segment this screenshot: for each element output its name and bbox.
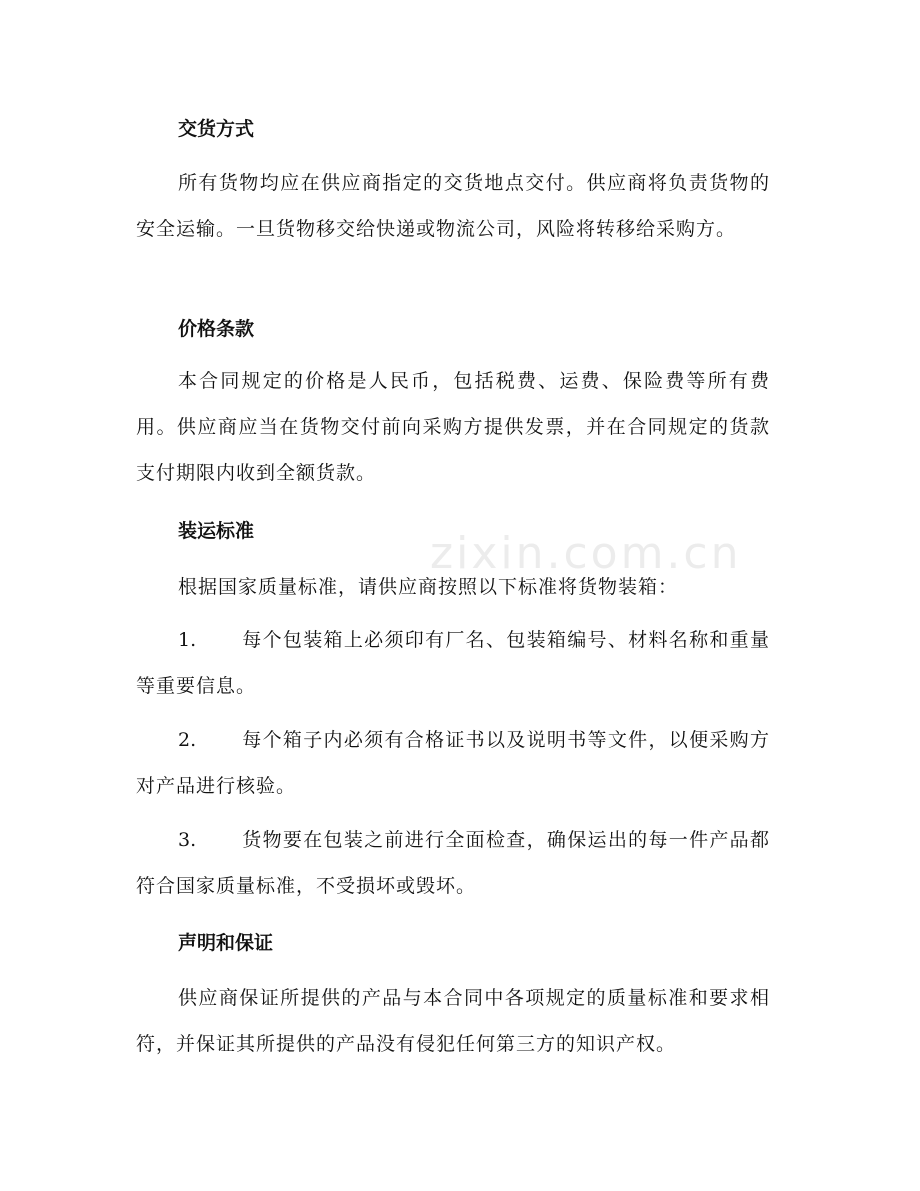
section-paragraph-price: 本合同规定的价格是人民币，包括税费、运费、保险费等所有费用。供应商应当在货物交付前向采购方提供发票，并在合同规定的货款支付期限内收到全额货款。 [136,370,770,484]
list-item [136,617,770,709]
section-heading-delivery: 交货方式 [178,118,255,140]
list-item-number: 2. [178,729,197,751]
watermark: zixin.com.cn [430,528,742,579]
section-paragraph-declaration: 供应商保证所提供的产品与本合同中各项规定的质量标准和要求相符，并保证其所提供的产品没有侵犯任何第三方的知识产权。 [136,987,770,1055]
list-item-text: 货物要在包装之前进行全面检查，确保运出的每一件产品都符合国家质量标准，不受损坏或毁坏。 [136,829,770,897]
section-paragraph-delivery: 所有货物均应在供应商指定的交货地点交付。供应商将负责货物的安全运输。一旦货物移交给快递或物流公司，风险将转移给采购方。 [136,172,770,240]
list-item-number: 3. [178,829,197,851]
list-item [136,717,770,809]
section-heading-price: 价格条款 [178,318,255,340]
list-item-text: 每个箱子内必须有合格证书以及说明书等文件，以便采购方对产品进行核验。 [136,729,770,797]
list-item [136,817,770,909]
section-paragraph-shipping: 根据国家质量标准，请供应商按照以下标准将货物装箱： [178,576,679,598]
section-heading-shipping: 装运标准 [178,520,255,542]
section-heading-declaration: 声明和保证 [178,932,274,954]
list-item-text: 每个包装箱上必须印有厂名、包装箱编号、材料名称和重量等重要信息。 [136,629,770,697]
list-item-number: 1. [178,629,197,651]
